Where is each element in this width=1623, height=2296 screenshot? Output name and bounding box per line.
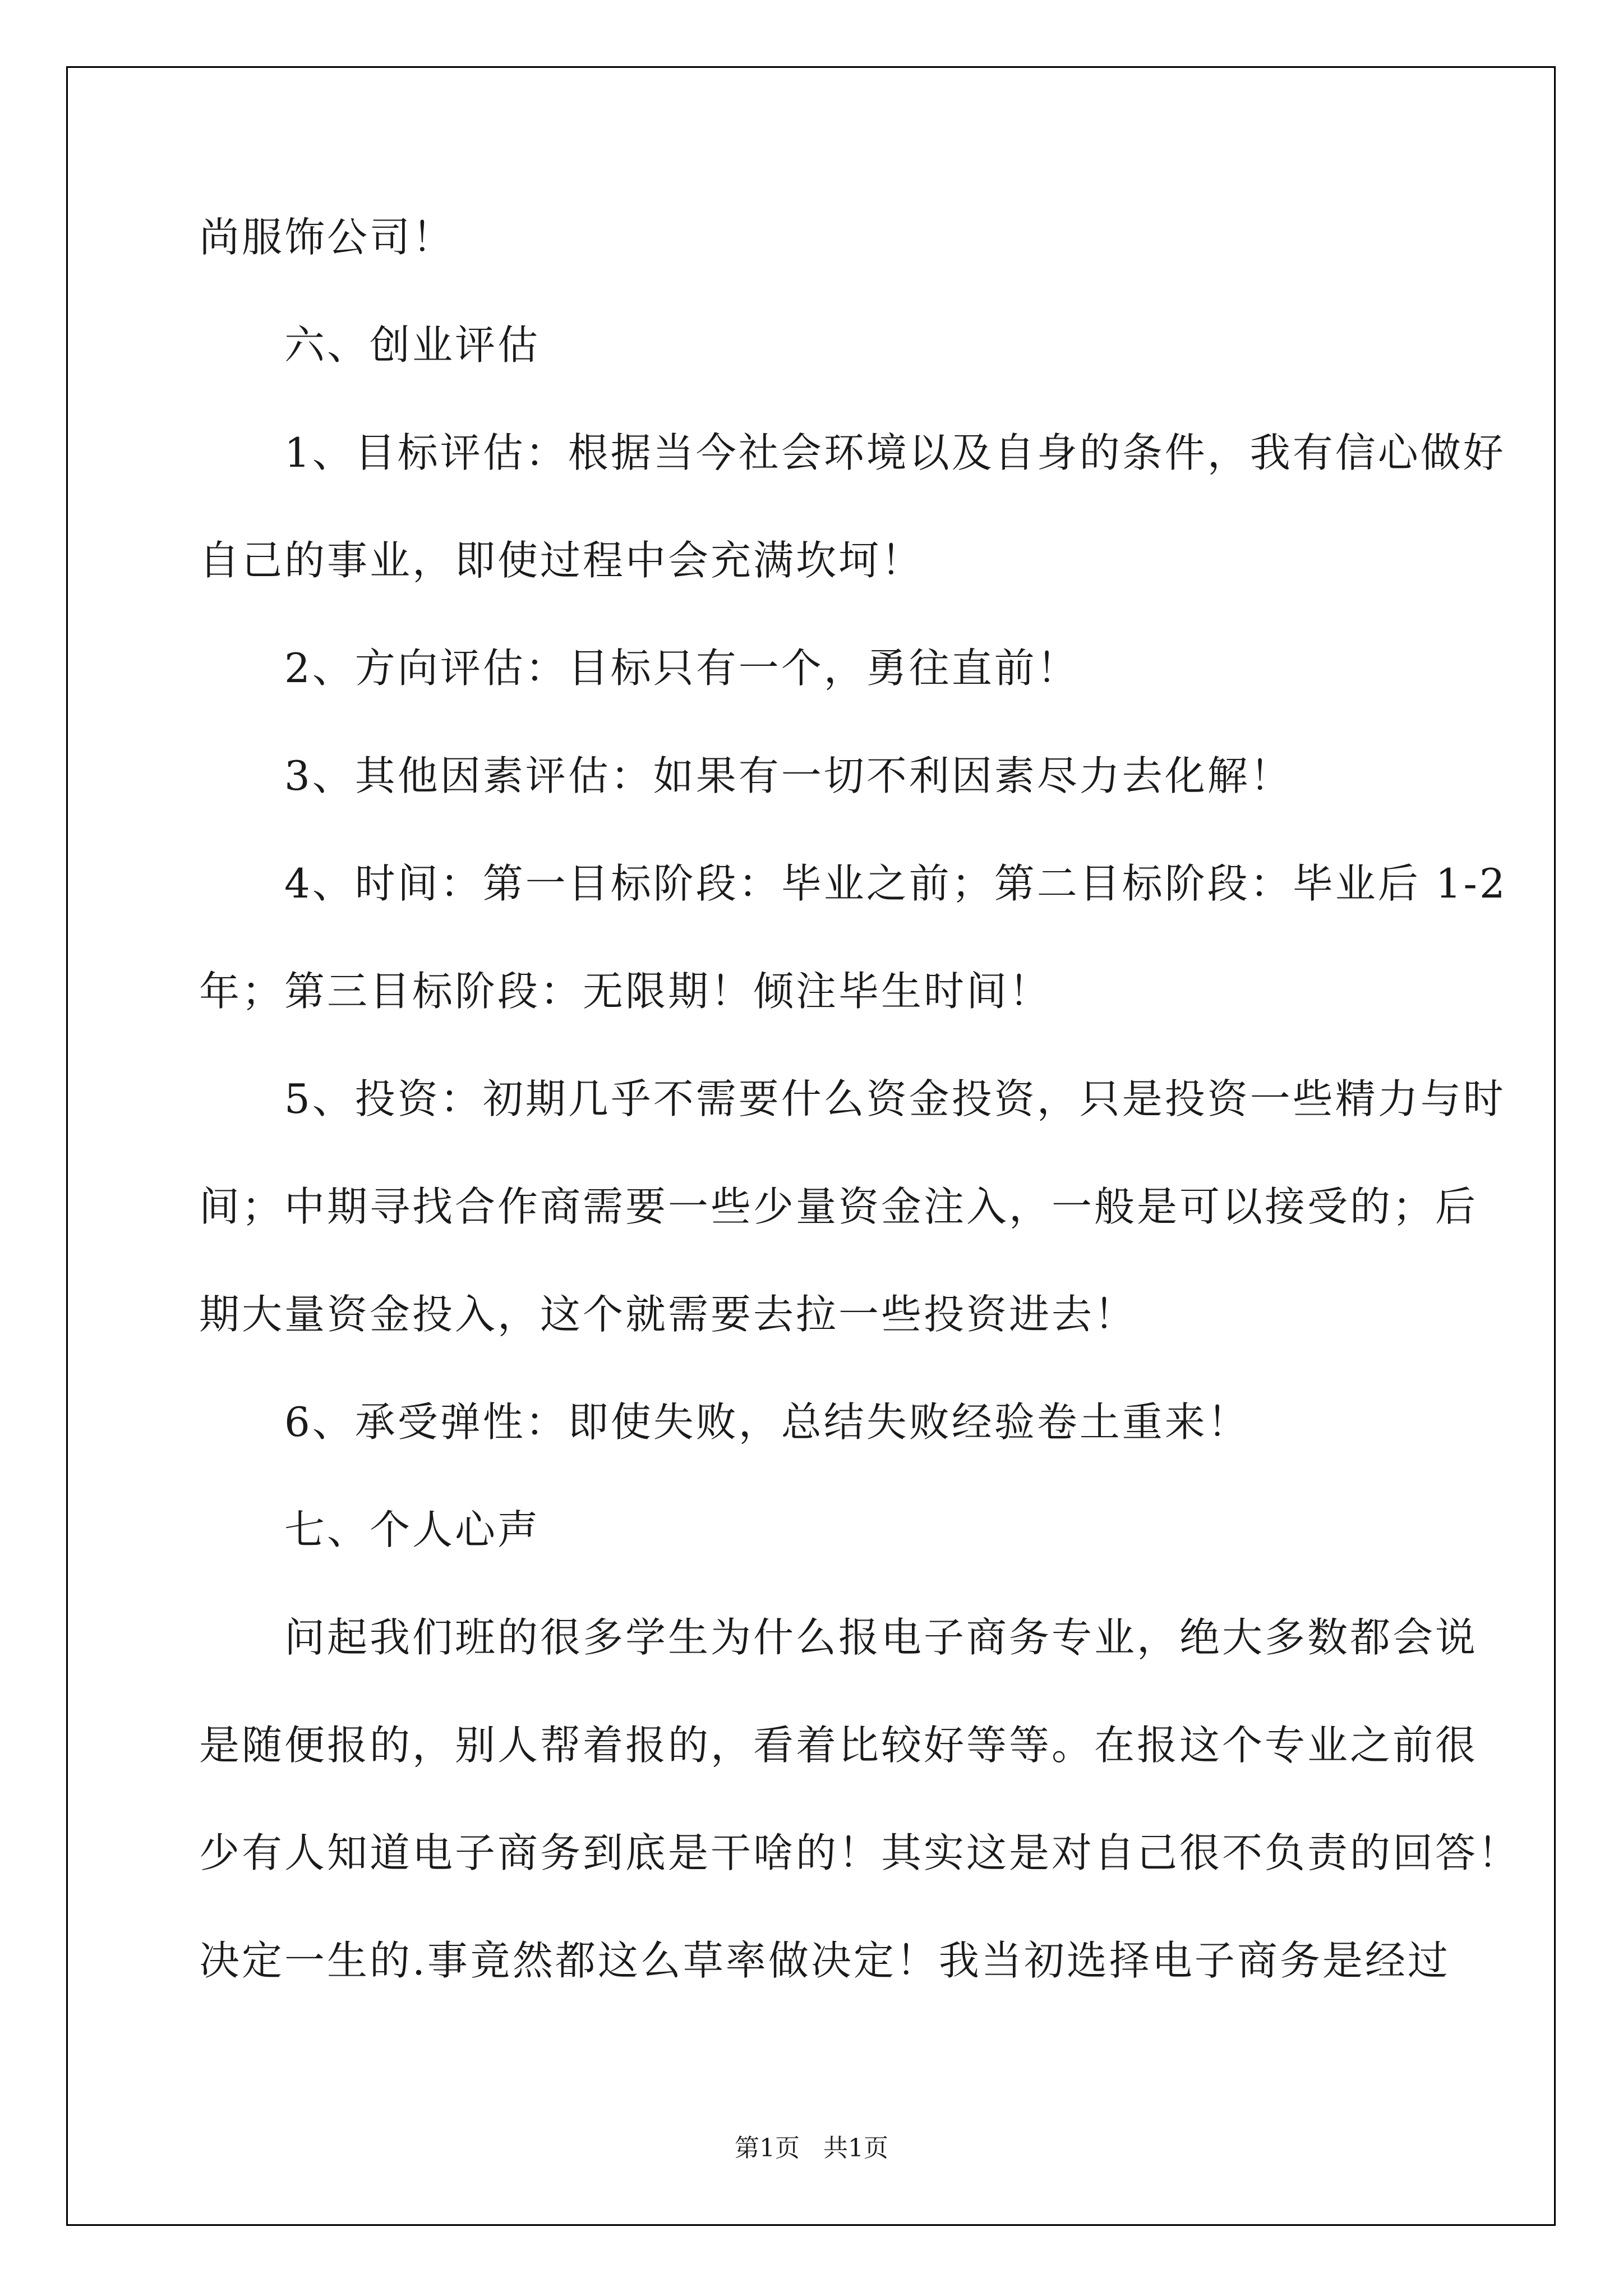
text-line: 尚服饰公司！ xyxy=(199,214,455,261)
text-line: 自己的事业，即使过程中会充满坎坷！ xyxy=(199,537,924,584)
text-line: 决定一生的.事竟然都这么草率做决定！我当初选择电子商务是经过 xyxy=(199,1937,1450,1984)
text-line: 2、方向评估：目标只有一个，勇往直前！ xyxy=(199,645,1080,692)
text-line: 是随便报的，别人帮着报的，看着比较好等等。在报这个专业之前很 xyxy=(199,1722,1478,1769)
text-line: 期大量资金投入，这个就需要去拉一些投资进去！ xyxy=(199,1291,1137,1338)
page-number: 第1页 xyxy=(735,2134,800,2162)
page-count: 共1页 xyxy=(823,2134,888,2162)
text-line: 七、个人心声 xyxy=(199,1506,541,1553)
page-footer xyxy=(0,2132,1623,2165)
text-line: 年；第三目标阶段：无限期！倾注毕生时间！ xyxy=(199,968,1052,1015)
text-line: 六、创业评估 xyxy=(199,321,541,369)
text-line: 1、目标评估：根据当今社会环境以及自身的条件，我有信心做好 xyxy=(199,429,1506,476)
text-line: 3、其他因素评估：如果有一切不利因素尽力去化解！ xyxy=(199,752,1293,799)
page-border xyxy=(66,66,1556,2226)
text-line: 4、时间：第一目标阶段：毕业之前；第二目标阶段：毕业后 1-2 xyxy=(199,860,1507,907)
text-line: 5、投资：初期几乎不需要什么资金投资，只是投资一些精力与时 xyxy=(199,1075,1506,1122)
text-line: 间；中期寻找合作商需要一些少量资金注入，一般是可以接受的；后 xyxy=(199,1183,1478,1230)
text-line: 问起我们班的很多学生为什么报电子商务专业，绝大多数都会说 xyxy=(199,1614,1478,1661)
text-line: 少有人知道电子商务到底是干啥的！其实这是对自己很不负责的回答！ xyxy=(199,1829,1521,1876)
text-line: 6、承受弹性：即使失败，总结失败经验卷土重来！ xyxy=(199,1398,1250,1446)
